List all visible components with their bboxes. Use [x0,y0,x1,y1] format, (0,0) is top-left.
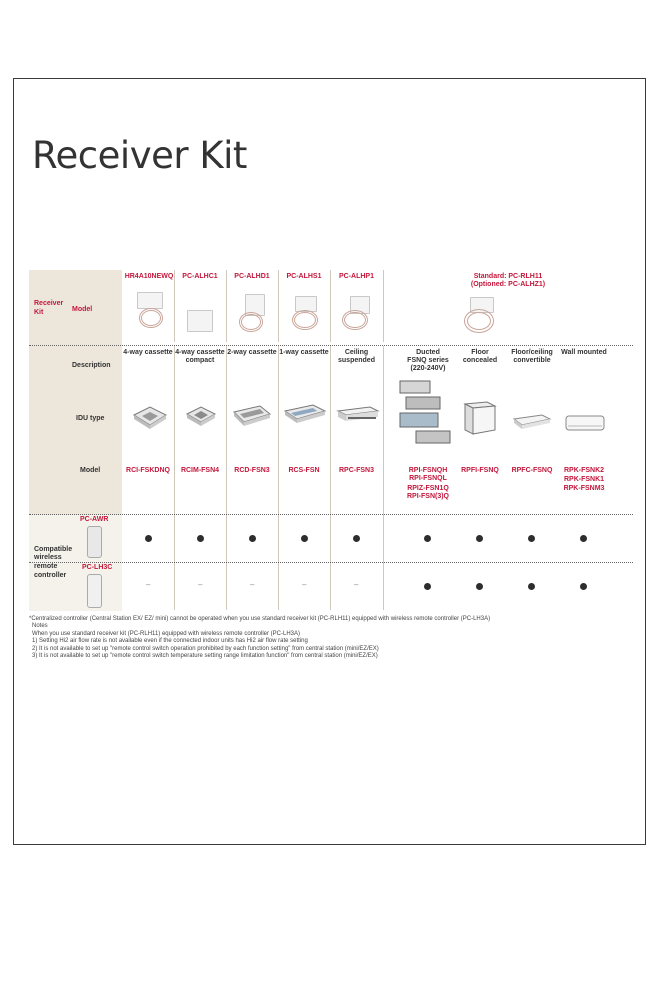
idu-description: (220-240V) [410,365,446,372]
idu-description: Ceiling [344,349,369,356]
receiver-kit-label: Receiver Kit [34,300,64,316]
no-compat-mark: – [302,580,307,589]
compat-dot [476,583,483,590]
compat-dot [197,535,204,542]
notes-intro: When you use standard receiver kit (PC-RLH11) equipped with wireless remote controller (PC-LH3A) [32,630,300,637]
idu-model: RPIZ-FSN1Q [407,485,449,492]
notes-block [29,616,490,660]
idu-model: RPFI-FSNQ [461,467,499,474]
idu-description: Floor [471,349,489,356]
compat-dot [580,535,587,542]
remote-label-1: Compatible [34,546,73,553]
kit-optioned-model: (Optioned: PC-ALHZ1) [470,281,546,288]
receiver-kit-image [185,300,215,330]
compat-dot [580,583,587,590]
idu-model: RCI-FSKDNQ [126,467,170,474]
idu-2way-cassette-image [230,402,274,430]
idu-description: 2-way cassette [227,349,277,356]
remote-name-lh3c: PC-LH3C [82,564,113,571]
idu-model: RPFC-FSNQ [511,467,553,474]
no-compat-mark: – [146,580,151,589]
compat-dot [528,583,535,590]
idu-description: 4-way cassette [175,349,225,356]
compat-dot [301,535,308,542]
remote-label-3: remote [34,563,58,570]
receiver-kit-image [135,290,165,340]
receiver-kit-image [237,292,267,340]
idu-model: RCIM-FSN4 [180,467,220,474]
idu-description: concealed [462,357,498,364]
col-divider [330,346,331,610]
no-compat-mark: – [198,580,203,589]
idu-model: RPK-FSNM3 [563,485,605,492]
kit-model: PC-ALHS1 [286,273,322,280]
compat-dot [424,583,431,590]
pc-lh3c-remote-image [87,574,102,608]
idu-description: compact [185,357,215,364]
idu-4way-compact-image [183,403,219,429]
idu-model: RPI-FSNQL [409,475,447,482]
receiver-kit-image [289,292,321,340]
kit-model: HR4A10NEWQ [124,273,174,280]
idu-ducted-image [398,377,454,447]
idu-description: convertible [513,357,551,364]
kit-standard-model: Standard: PC-RLH11 [473,273,543,280]
row-divider [29,345,633,346]
remote-label-4: controller [34,572,67,579]
idu-model: RPK-FSNK1 [563,476,605,483]
no-compat-mark: – [354,580,359,589]
idu-model-label: Model [80,467,101,474]
idu-floor-ceiling-image [512,413,552,433]
idu-description: 4-way cassette [123,349,173,356]
receiver-kit-image [340,292,372,340]
receiver-kit-image [460,295,500,343]
compat-dot [476,535,483,542]
note-item: 2) It is not available to set up "remote control switch operation prohibited by each function setting" from central station (mini/EZ/EX) [32,645,379,652]
compat-dot [424,535,431,542]
col-divider [174,346,175,610]
idu-description: suspended [338,357,375,364]
idu-description: 1-way cassette [279,349,329,356]
kit-model: PC-ALHC1 [182,273,218,280]
idu-wall-mounted-image [564,413,606,433]
idu-ceiling-suspended-image [336,405,380,425]
idu-1way-cassette-image [283,403,327,427]
pc-awr-remote-image [87,526,102,558]
idu-type-label: IDU type [76,415,105,422]
idu-model: RPI-FSNQH [408,467,448,474]
idu-model: RPK-FSNK2 [563,467,605,474]
notes-heading: Notes [32,623,48,630]
no-compat-mark: – [250,580,255,589]
idu-description: FSNQ series [407,357,449,364]
row-divider [29,514,633,515]
idu-4way-cassette-image [130,403,170,431]
idu-description: Floor/ceiling [511,349,553,356]
idu-model: RCS-FSN [288,467,320,474]
col-divider [278,346,279,610]
kit-model: PC-ALHP1 [338,273,374,280]
compat-dot [528,535,535,542]
page-title: Receiver Kit [32,134,247,177]
idu-description: Wall mounted [561,349,607,356]
compat-dot [353,535,360,542]
idu-model: RPI-FSN(3)Q [407,493,449,500]
remote-name-awr: PC-AWR [80,516,109,523]
idu-floor-concealed-image [463,400,497,436]
remote-label-2: wireless [34,554,62,561]
note-item: 1) Setting Hi2 air flow rate is not available even if the connected indoor units has Hi2 air flow rate setting [32,638,308,645]
row-divider [29,562,633,563]
kit-model: PC-ALHD1 [234,273,270,280]
note-item: 3) It is not available to set up "remote control switch temperature setting range limitation function" from central station (mini/EZ/EX) [32,653,378,660]
description-label: Description [72,362,111,369]
idu-model: RPC-FSN3 [338,467,374,474]
compat-dot [145,535,152,542]
idu-description: Ducted [416,349,440,356]
asterisk-note: *Centralized controller (Central Station EX/ EZ/ mini) cannot be operated when you use standard receiver kit (PC-RLH11) equipped with wireless remote controller (PC-LH3A) [29,616,491,622]
kit-model-label: Model [72,306,93,313]
col-divider [383,346,384,610]
compat-dot [249,535,256,542]
col-divider [226,346,227,610]
idu-model: RCD-FSN3 [234,467,270,474]
